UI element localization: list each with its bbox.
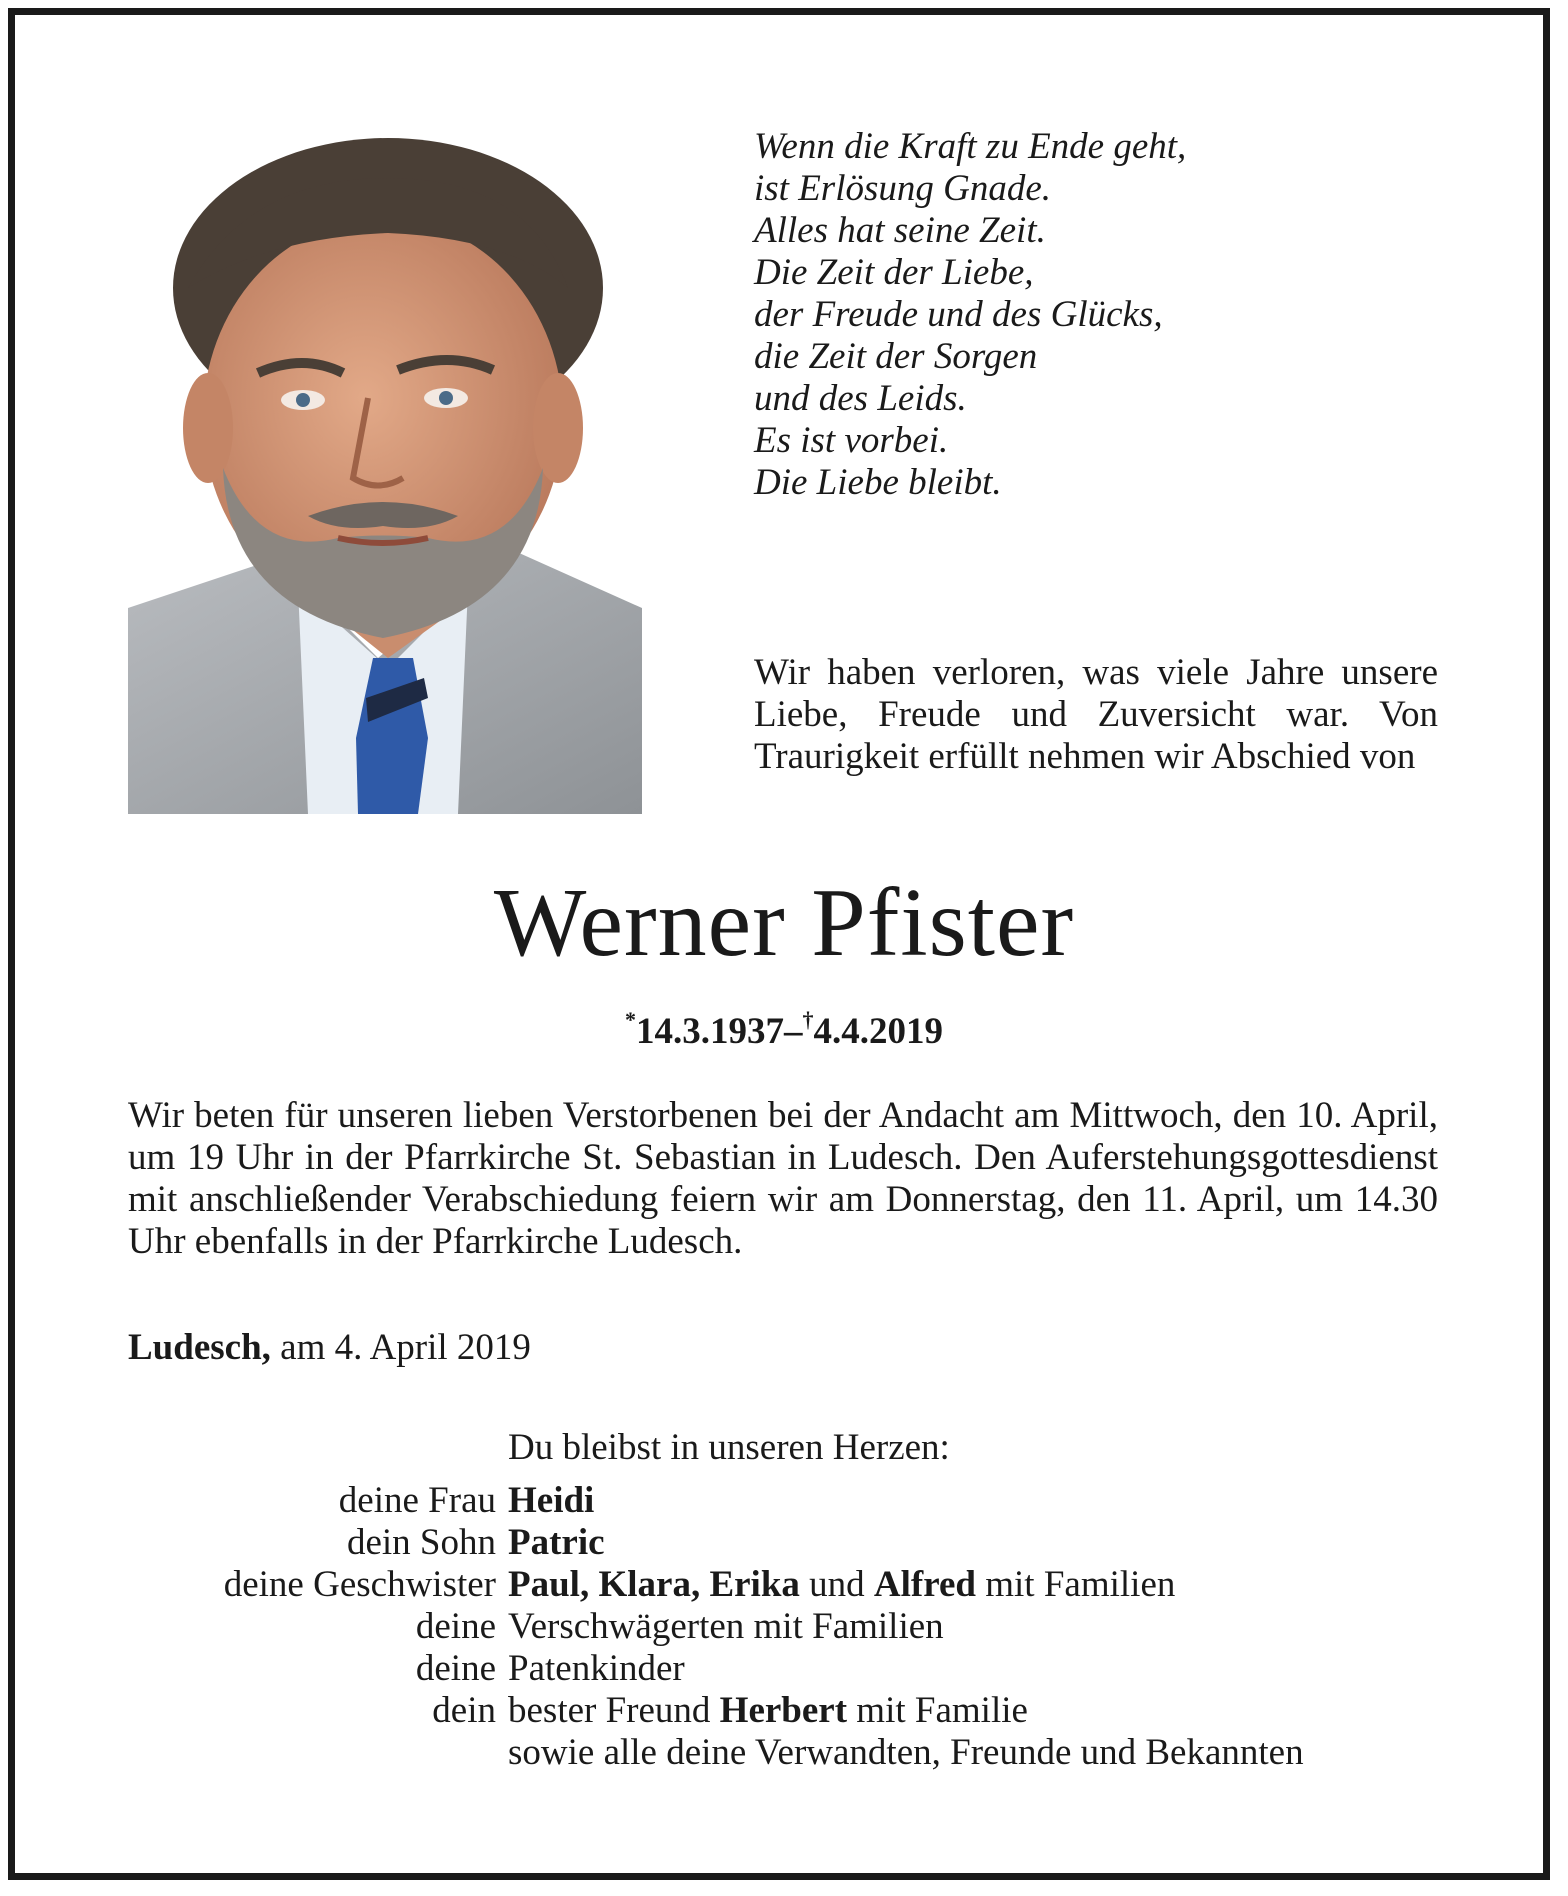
mourner-name: Heidi [508, 1480, 595, 1521]
date-separator: – [784, 1011, 803, 1052]
service-text: Wir beten für unseren lieben Verstorbenen bei der Andacht am Mittwoch, den 10. April, um 19 Uhr in der Pfarrkirche St. Sebastian in Ludesch. Den Auferstehungsgottesdienst mit anschließender Verabschiedung feiern wir am Donnerstag, den 11. April, um 14.30 Uhr ebenfalls in der Pfarrkirche Ludesch. [128, 1095, 1438, 1262]
place-town: Ludesch, [128, 1327, 271, 1368]
place-date-text: am 4. April 2019 [280, 1327, 531, 1368]
mourner-name: Paul, Klara, Erika [508, 1564, 800, 1605]
mourners-heading: Du bleibst in unseren Herzen: [508, 1427, 950, 1468]
mourner-name: Herbert [719, 1690, 848, 1731]
mourner-text: und [799, 1564, 874, 1605]
mourner-relation: deine [415, 1648, 496, 1689]
mourner-relation: deine Geschwister [223, 1564, 496, 1605]
poem-line: Alles hat seine Zeit. [754, 210, 1046, 251]
mourner-names [508, 1480, 594, 1522]
mourner-name: Patric [508, 1522, 605, 1563]
mourner-row [128, 1648, 1468, 1690]
mourner-text: bester Freund [508, 1690, 720, 1731]
poem-line: und des Leids. [754, 378, 967, 419]
mourner-row [128, 1690, 1468, 1732]
mourner-names [508, 1690, 1028, 1732]
mourner-row [128, 1522, 1468, 1564]
mourner-relation: dein Sohn [346, 1522, 496, 1563]
mourner-names [508, 1522, 605, 1564]
mourner-relation: dein [432, 1690, 496, 1731]
mourner-names [508, 1732, 1304, 1774]
mourner-names [508, 1648, 685, 1690]
poem-line: die Zeit der Sorgen [754, 336, 1038, 377]
birth-symbol: * [625, 1007, 636, 1032]
mourner-relation [128, 1732, 508, 1774]
poem-line: der Freude und des Glücks, [754, 294, 1163, 335]
portrait-photo [128, 138, 642, 814]
mourner-row [128, 1480, 1468, 1522]
death-date: 4.4.2019 [813, 1011, 943, 1052]
poem [754, 126, 1186, 504]
mourner-names [508, 1606, 944, 1648]
mourner-names [508, 1564, 1175, 1606]
poem-line: Es ist vorbei. [754, 420, 949, 461]
mourners-list [128, 1480, 1468, 1774]
mourner-relation: deine [415, 1606, 496, 1647]
mourner-name: Alfred [873, 1564, 976, 1605]
mourner-text: sowie alle deine Verwandten, Freunde und Bekannten [508, 1732, 1304, 1773]
mourner-text: Patenkinder [508, 1648, 685, 1689]
mourner-relation: deine Frau [338, 1480, 496, 1521]
mourner-row [128, 1606, 1468, 1648]
life-dates [0, 998, 1568, 1054]
place-date [128, 1327, 531, 1369]
mourner-row [128, 1732, 1468, 1774]
poem-line: Wenn die Kraft zu Ende geht, [754, 126, 1187, 167]
mourner-row [128, 1564, 1468, 1606]
mourner-text: mit Familie [847, 1690, 1028, 1731]
death-symbol: † [802, 1007, 814, 1032]
poem-line: Die Zeit der Liebe, [754, 252, 1034, 293]
mourner-text: mit Familien [975, 1564, 1176, 1605]
birth-date: 14.3.1937 [636, 1011, 784, 1052]
mourner-text: Verschwägerten mit Familien [508, 1606, 944, 1647]
poem-line: Die Liebe bleibt. [754, 462, 1002, 503]
deceased-name: Werner Pfister [493, 869, 1075, 977]
intro-text: Wir haben verloren, was viele Jahre unsere Liebe, Freude und Zuversicht war. Von Traurigkeit erfüllt nehmen wir Abschied von [754, 652, 1438, 777]
poem-line: ist Erlösung Gnade. [754, 168, 1052, 209]
